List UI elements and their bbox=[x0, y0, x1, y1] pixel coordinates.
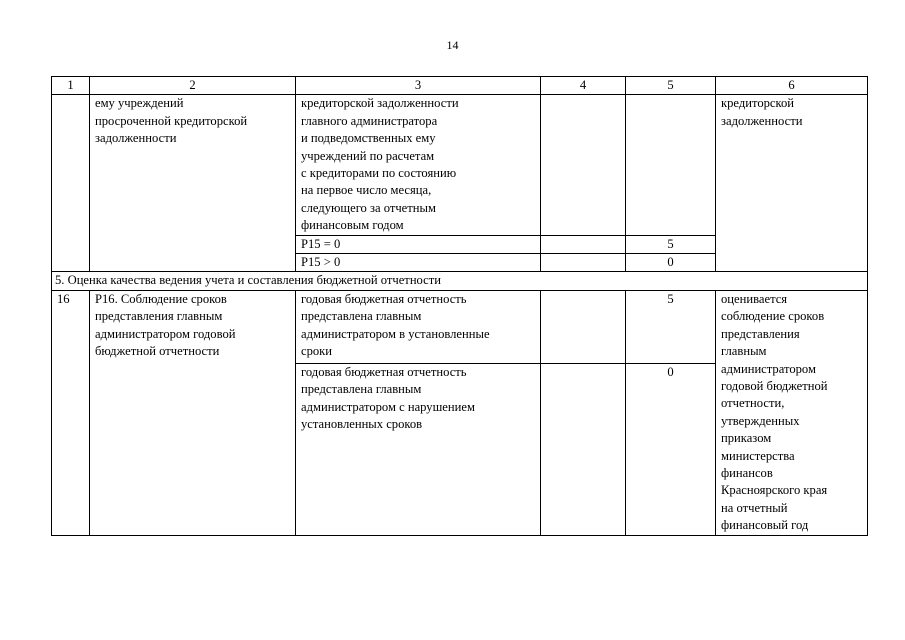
page-number: 14 bbox=[446, 38, 459, 52]
option-condition: P15 = 0 bbox=[296, 235, 541, 253]
option-col4 bbox=[541, 254, 626, 272]
header-col-6: 6 bbox=[716, 77, 868, 95]
header-row bbox=[52, 77, 868, 95]
option-score: 0 bbox=[626, 254, 716, 272]
section-heading: 5. Оценка качества ведения учета и составления бюджетной отчетности bbox=[52, 272, 868, 290]
continuation-col5 bbox=[626, 95, 716, 235]
row-number: 16 bbox=[52, 290, 90, 535]
option-col4 bbox=[541, 363, 626, 535]
indicator-row-16 bbox=[52, 290, 868, 363]
continuation-description: кредиторской задолженности главного администратора и подведомственных ему учреждений по расчетам с кредиторами по состоянию на первое число месяца, следующего за отчетным финансовым годом bbox=[296, 95, 541, 235]
option-score: 0 bbox=[626, 363, 716, 535]
header-col-3: 3 bbox=[296, 77, 541, 95]
option-col4 bbox=[541, 235, 626, 253]
continuation-number bbox=[52, 95, 90, 272]
continuation-indicator: ему учреждений просроченной кредиторской задолженности bbox=[90, 95, 296, 272]
option-condition: годовая бюджетная отчетность представлена главным администратором с нарушением установленных сроков bbox=[296, 363, 541, 535]
option-col4 bbox=[541, 290, 626, 363]
continuation-row bbox=[52, 95, 868, 235]
header-col-4: 4 bbox=[541, 77, 626, 95]
continuation-comment: кредиторской задолженности bbox=[716, 95, 868, 272]
option-condition: P15 > 0 bbox=[296, 254, 541, 272]
indicator-comment: оценивается соблюдение сроков представления главным администратором годовой бюджетной отчетности, утвержденных приказом министерства финансов Красноярского края на отчетный финансовый год bbox=[716, 290, 868, 535]
option-score: 5 bbox=[626, 235, 716, 253]
criteria-table bbox=[51, 76, 868, 536]
section-row bbox=[52, 272, 868, 290]
option-condition: годовая бюджетная отчетность представлена главным администратором в установленные сроки bbox=[296, 290, 541, 363]
header-col-1: 1 bbox=[52, 77, 90, 95]
continuation-col4 bbox=[541, 95, 626, 235]
header-col-2: 2 bbox=[90, 77, 296, 95]
header-col-5: 5 bbox=[626, 77, 716, 95]
indicator-name: P16. Соблюдение сроков представления главным администратором годовой бюджетной отчетности bbox=[90, 290, 296, 535]
option-score: 5 bbox=[626, 290, 716, 363]
